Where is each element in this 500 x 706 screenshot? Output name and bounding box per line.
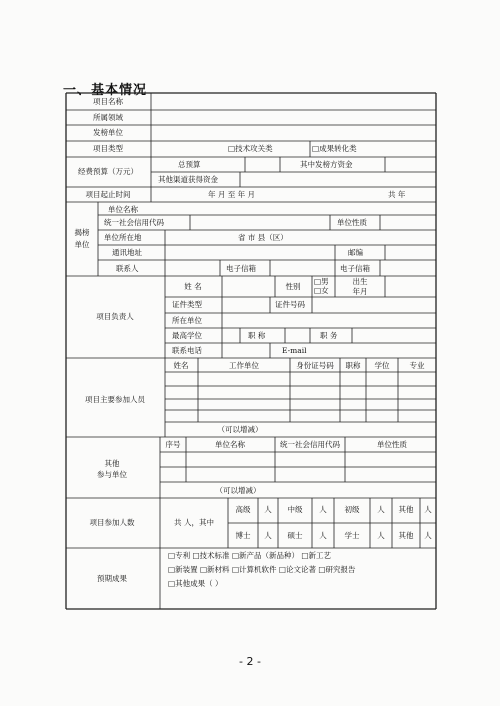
period-template: 年 月 至 年 月 bbox=[208, 190, 256, 199]
gender-female-option[interactable]: □女 bbox=[314, 286, 329, 295]
period-label: 项目起止时间 bbox=[85, 190, 131, 199]
birth-label-2: 年月 bbox=[352, 287, 368, 296]
headcount-total: 共 人，其中 bbox=[174, 518, 214, 527]
id-number-label: 证件号码 bbox=[275, 300, 305, 309]
degree-label: 最高学位 bbox=[172, 331, 202, 340]
members-col-unit: 工作单位 bbox=[229, 361, 259, 370]
post-label: 职 务 bbox=[320, 331, 338, 340]
total-budget-label: 总预算 bbox=[178, 160, 201, 169]
members-col-major: 专业 bbox=[409, 361, 425, 370]
others-col-code: 统一社会信用代码 bbox=[280, 440, 340, 449]
others-label-2: 参与单位 bbox=[97, 470, 127, 479]
leader-email-label: E-mail bbox=[282, 346, 307, 355]
title-label: 职 称 bbox=[248, 331, 266, 340]
members-label: 项目主要参加人员 bbox=[85, 395, 145, 404]
hc-unit-2: 人 bbox=[319, 505, 327, 514]
contact-label: 联系人 bbox=[116, 264, 139, 273]
outcomes-line-2[interactable]: □新装置 □新材料 □计算机软件 □论文论著 □研究报告 bbox=[168, 565, 356, 574]
address-label: 通讯地址 bbox=[112, 248, 142, 257]
hc-middle: 中级 bbox=[287, 505, 303, 514]
unit-location-label: 单位所在地 bbox=[104, 233, 142, 242]
email-label: 电子信箱 bbox=[226, 264, 256, 273]
type-option-tech[interactable]: □技术攻关类 bbox=[228, 144, 273, 153]
project-name-label: 项目名称 bbox=[93, 97, 123, 106]
members-col-title: 职称 bbox=[345, 361, 361, 370]
project-type-label: 项目类型 bbox=[93, 144, 123, 153]
type-option-transfer[interactable]: □成果转化类 bbox=[312, 144, 357, 153]
hc-other-1: 其他 bbox=[398, 505, 414, 514]
issuer-label: 发榜单位 bbox=[93, 128, 123, 137]
hc-phd: 博士 bbox=[235, 531, 251, 540]
phone-label: 联系电话 bbox=[172, 346, 202, 355]
total-years: 共 年 bbox=[388, 190, 406, 199]
page-number: - 2 - bbox=[239, 655, 261, 668]
jiebang-label-1: 揭榜 bbox=[74, 228, 90, 237]
hc-unit-1: 人 bbox=[264, 505, 272, 514]
others-col-name: 单位名称 bbox=[215, 440, 245, 449]
leader-label: 项目负责人 bbox=[96, 312, 134, 321]
members-col-id: 身份证号码 bbox=[296, 361, 334, 370]
hc-unit-6: 人 bbox=[319, 531, 327, 540]
birth-label-1: 出生 bbox=[352, 277, 368, 286]
other-funds-label: 其他渠道获得资金 bbox=[158, 175, 218, 184]
hc-unit-5: 人 bbox=[264, 531, 272, 540]
leader-name-label: 姓 名 bbox=[184, 282, 202, 291]
jiebang-label-2: 单位 bbox=[74, 240, 90, 249]
section-title: 一、基本情况 bbox=[63, 83, 148, 98]
hc-master: 硕士 bbox=[287, 531, 303, 540]
others-col-seq: 序号 bbox=[165, 440, 181, 449]
members-note: （可以增减） bbox=[217, 425, 263, 434]
members-col-degree: 学位 bbox=[374, 361, 390, 370]
outcomes-line-3[interactable]: □其他成果（ ） bbox=[168, 579, 223, 588]
hc-unit-3: 人 bbox=[377, 505, 385, 514]
hc-junior: 初级 bbox=[344, 505, 360, 514]
members-col-name: 姓名 bbox=[173, 361, 189, 370]
email-label-2: 电子信箱 bbox=[340, 264, 370, 273]
others-col-nature: 单位性质 bbox=[377, 440, 407, 449]
location-template: 省 市 县（区） bbox=[238, 233, 288, 242]
hc-unit-4: 人 bbox=[424, 505, 432, 514]
gender-label: 性别 bbox=[285, 282, 301, 291]
hc-unit-7: 人 bbox=[377, 531, 385, 540]
unit-nature-label: 单位性质 bbox=[337, 218, 367, 227]
budget-label: 经费预算（万元） bbox=[78, 167, 138, 176]
unit-name-label: 单位名称 bbox=[108, 205, 138, 214]
outcomes-line-1[interactable]: □专利 □技术标准 □新产品（新品种） □新工艺 bbox=[168, 551, 331, 560]
issuer-funds-label: 其中发榜方资金 bbox=[300, 160, 353, 169]
leader-unit-label: 所在单位 bbox=[172, 316, 202, 325]
gender-male-option[interactable]: □男 bbox=[314, 277, 329, 286]
id-type-label: 证件类型 bbox=[172, 300, 202, 309]
credit-code-label: 统一社会信用代码 bbox=[104, 218, 164, 227]
field-label: 所属领域 bbox=[93, 113, 123, 122]
hc-bachelor: 学士 bbox=[344, 531, 360, 540]
headcount-label: 项目参加人数 bbox=[89, 518, 135, 527]
others-label-1: 其他 bbox=[104, 459, 120, 468]
hc-unit-8: 人 bbox=[424, 531, 432, 540]
others-note: （可以增减） bbox=[215, 486, 261, 495]
hc-senior: 高级 bbox=[235, 505, 251, 514]
postcode-label: 邮编 bbox=[348, 248, 363, 257]
hc-other-2: 其他 bbox=[398, 531, 414, 540]
outcomes-label: 预期成果 bbox=[97, 574, 127, 583]
